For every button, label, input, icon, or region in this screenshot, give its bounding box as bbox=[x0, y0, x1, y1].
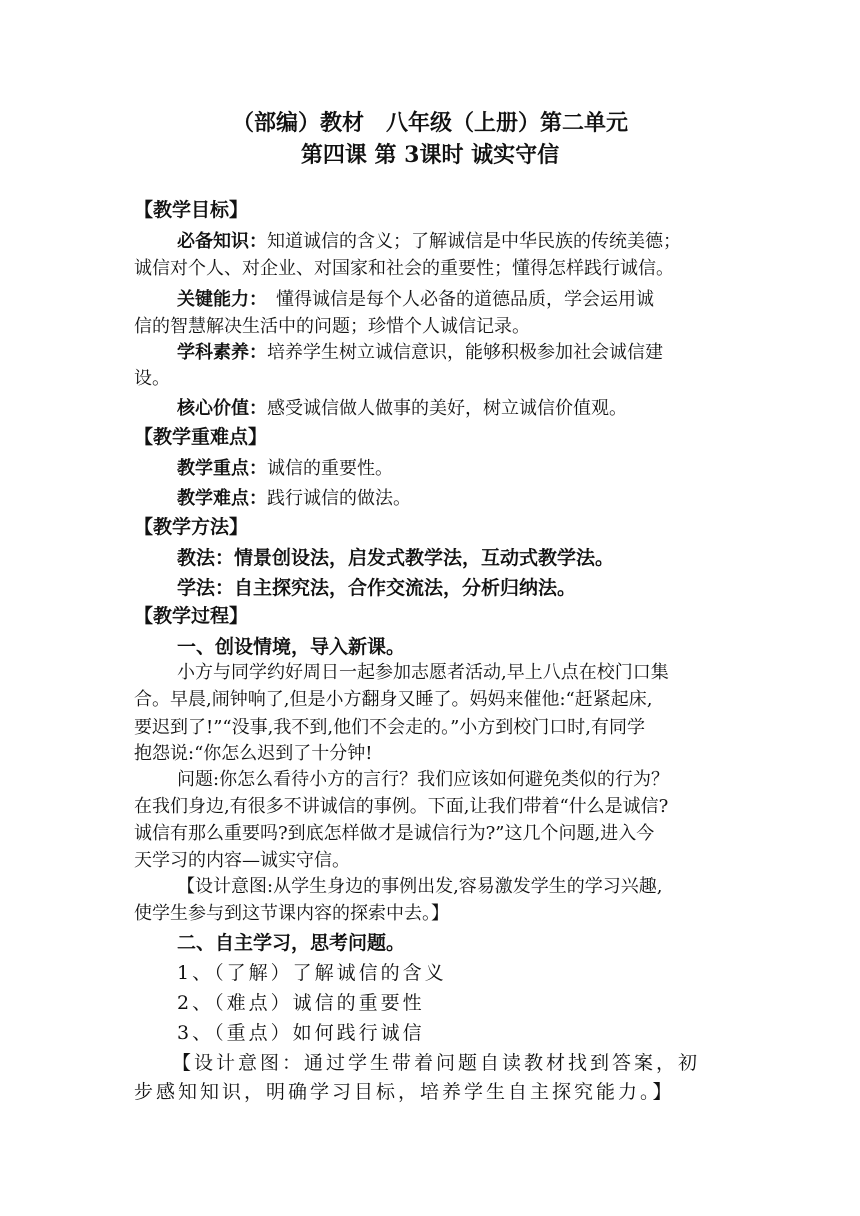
design-intent-1-cont: 使学生参与到这节课内容的探索中去。】 bbox=[134, 903, 449, 924]
study-item-2: 2、（难点）诚信的重要性 bbox=[177, 992, 425, 1014]
section-1-heading: 一、创设情境，导入新课。 bbox=[177, 636, 406, 658]
story-line-1: 小方与同学约好周日一起参加志愿者活动,早上八点在校门口集 bbox=[177, 662, 669, 683]
story-line-4: 抱怨说:“你怎么迟到了十分钟! bbox=[134, 743, 373, 764]
keypoints-heading: 【教学重难点】 bbox=[134, 426, 268, 448]
ability-label: 关键能力： bbox=[177, 289, 258, 310]
goals-heading: 【教学目标】 bbox=[134, 199, 249, 221]
question-line-2: 在我们身边,有很多不讲诚信的事例。下面,让我们带着“什么是诚信? bbox=[134, 796, 669, 817]
story-line-3: 要迟到了!”“没事,我不到,他们不会走的。”小方到校门口时,有同学 bbox=[134, 717, 646, 738]
design-intent-2: 【设计意图：通过学生带着问题自读教材找到答案，初 bbox=[172, 1052, 701, 1074]
difficulty-line bbox=[177, 488, 411, 510]
knowledge-label: 必备知识： bbox=[177, 231, 267, 252]
knowledge-text: 知道诚信的含义；了解诚信是中华民族的传统美德； bbox=[267, 231, 681, 252]
lesson-title: 第四课 第 3课时 诚实守信 bbox=[300, 142, 560, 168]
value-text: 感受诚信做人做事的美好，树立诚信价值观。 bbox=[267, 398, 627, 419]
knowledge-line bbox=[177, 231, 681, 253]
knowledge-text-cont: 诚信对个人、对企业、对国家和社会的重要性；懂得怎样践行诚信。 bbox=[134, 258, 674, 279]
design-intent-2-cont: 步感知知识，明确学习目标，培养学生自主探究能力。】 bbox=[134, 1081, 675, 1103]
focus-label: 教学重点： bbox=[177, 458, 267, 479]
question-line-1: 问题:你怎么看待小方的言行？我们应该如何避免类似的行为？ bbox=[177, 769, 670, 790]
difficulty-text: 践行诚信的做法。 bbox=[267, 488, 411, 509]
methods-heading: 【教学方法】 bbox=[134, 516, 249, 538]
learning-methods: 学法：自主探究法，合作交流法，分析归纳法。 bbox=[177, 577, 577, 599]
literacy-text: 培养学生树立诚信意识，能够积极参加社会诚信建 bbox=[267, 342, 663, 363]
teaching-methods: 教法：情景创设法，启发式教学法，互动式教学法。 bbox=[177, 547, 615, 569]
section-2-heading: 二、自主学习，思考问题。 bbox=[177, 932, 406, 954]
value-label: 核心价值： bbox=[177, 398, 267, 419]
difficulty-label: 教学难点： bbox=[177, 488, 267, 509]
document-title: （部编）教材 八年级（上册）第二单元 bbox=[231, 110, 628, 136]
ability-line bbox=[177, 289, 654, 311]
literacy-label: 学科素养： bbox=[177, 342, 267, 363]
question-line-3: 诚信有那么重要吗?到底怎样做才是诚信行为?”这几个问题,进入今 bbox=[134, 823, 655, 844]
value-line bbox=[177, 398, 627, 420]
ability-text: 懂得诚信是每个人必备的道德品质，学会运用诚 bbox=[258, 289, 654, 310]
focus-text: 诚信的重要性。 bbox=[267, 458, 393, 479]
design-intent-1: 【设计意图:从学生身边的事例出发,容易激发学生的学习兴趣, bbox=[177, 876, 663, 897]
question-line-4: 天学习的内容—诚实守信。 bbox=[134, 850, 350, 871]
story-line-2: 合。早晨,闹钟响了,但是小方翻身又睡了。妈妈来催他:“赶紧起床, bbox=[134, 689, 653, 710]
ability-text-cont: 信的智慧解决生活中的问题；珍惜个人诚信记录。 bbox=[134, 316, 530, 337]
study-item-1: 1、（了解）了解诚信的含义 bbox=[177, 962, 447, 984]
literacy-line bbox=[177, 342, 663, 364]
focus-line bbox=[177, 458, 393, 480]
study-item-3: 3、（重点）如何践行诚信 bbox=[177, 1022, 425, 1044]
literacy-text-cont: 设。 bbox=[134, 368, 170, 389]
process-heading: 【教学过程】 bbox=[134, 605, 249, 627]
